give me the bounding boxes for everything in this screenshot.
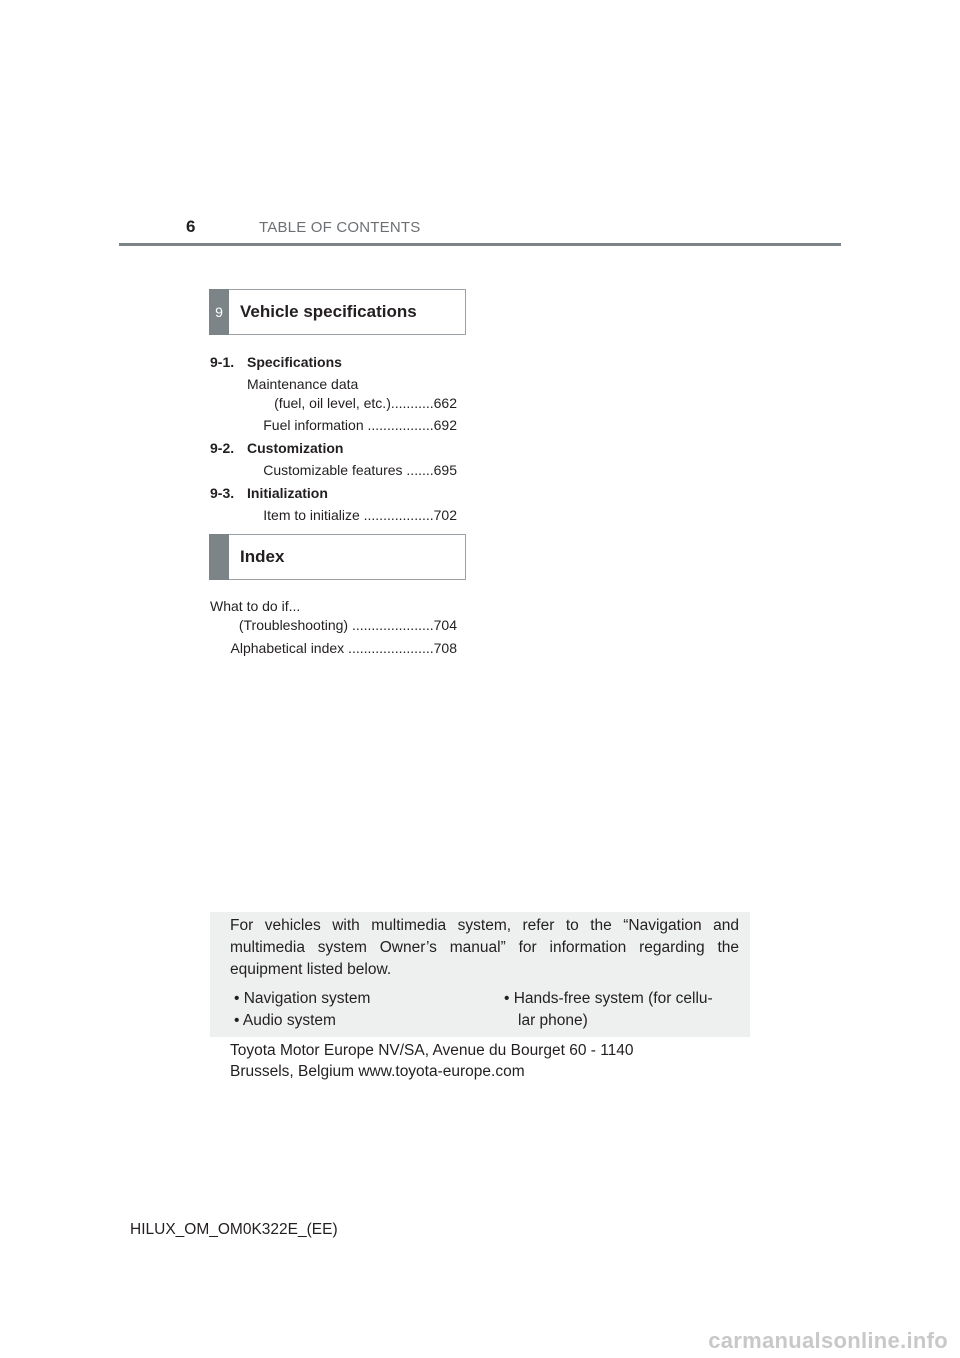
- toc-entry-troubleshooting[interactable]: (Troubleshooting) .....................704: [238, 617, 457, 633]
- section-vehicle-specifications: [209, 289, 466, 335]
- info-bullet-hands-free: • Hands-free system (for cellu-: [504, 990, 713, 1007]
- info-text: For vehicles with multimedia system, refer to the “Navigation and multimedia system Owner’s manual” for information regarding the equipment listed below.: [230, 917, 739, 978]
- toc-entry-maintenance-data-page[interactable]: (fuel, oil level, etc.)...........662: [274, 395, 457, 411]
- document-code: HILUX_OM_OM0K322E_(EE): [130, 1221, 338, 1238]
- toc-chapter-number: 9-3.: [210, 485, 235, 501]
- toc-entry-customizable-features[interactable]: Customizable features .......695: [263, 462, 457, 478]
- toc-entry-alphabetical-index[interactable]: Alphabetical index ......................708: [230, 640, 457, 656]
- info-bullet-audio: • Audio system: [234, 1012, 336, 1029]
- info-bullet-hands-free-cont: lar phone): [518, 1012, 588, 1029]
- toc-entry-fuel-information[interactable]: Fuel information .................692: [263, 417, 457, 433]
- toc-chapter-number: 9-1.: [210, 354, 235, 370]
- toc-entry-maintenance-data[interactable]: Maintenance data: [247, 376, 359, 392]
- toc-chapter-title-initialization[interactable]: Initialization: [247, 485, 328, 501]
- section-tab-blank: [209, 534, 229, 580]
- manufacturer-address-line-1: Toyota Motor Europe NV/SA, Avenue du Bourget 60 - 1140: [230, 1042, 634, 1059]
- section-tab-number: 9: [209, 289, 229, 335]
- info-bullet-navigation: • Navigation system: [234, 990, 371, 1007]
- section-index: [209, 534, 466, 580]
- toc-chapter-title-customization[interactable]: Customization: [247, 440, 344, 456]
- header-divider: [119, 243, 841, 246]
- watermark: carmanualsonline.info: [708, 1328, 948, 1353]
- section-title: Vehicle specifications: [240, 302, 417, 321]
- section-title: Index: [240, 547, 285, 566]
- toc-entry-item-to-initialize[interactable]: Item to initialize ..................702: [263, 507, 457, 523]
- toc-chapter-number: 9-2.: [210, 440, 235, 456]
- page-header-title: TABLE OF CONTENTS: [259, 219, 421, 236]
- toc-entry-what-to-do-if[interactable]: What to do if...: [210, 598, 301, 614]
- toc-chapter-title-specifications[interactable]: Specifications: [247, 354, 342, 370]
- multimedia-info-box: [210, 912, 750, 1037]
- manufacturer-address-line-2: Brussels, Belgium www.toyota-europe.com: [230, 1063, 525, 1080]
- page-number: 6: [186, 217, 196, 236]
